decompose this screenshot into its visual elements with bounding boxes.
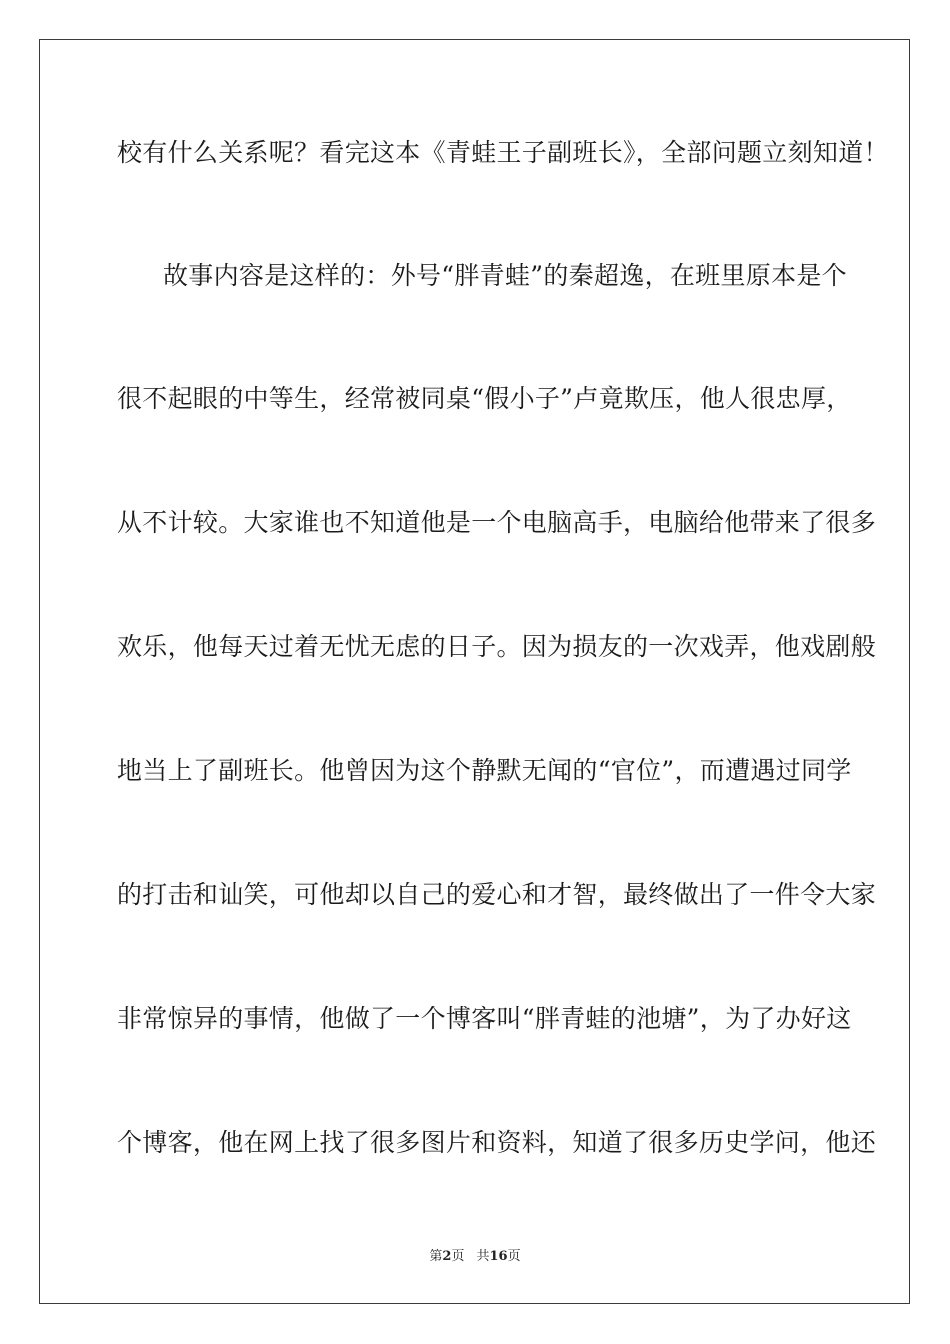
total-prefix: 共 <box>476 1249 490 1264</box>
paragraph-line-6: 地当上了副班长。他曾因为这个静默无闻的“官位”，而遭遇过同学 <box>117 756 852 785</box>
page-footer <box>0 1248 950 1266</box>
total-suffix: 页 <box>507 1249 521 1264</box>
paragraph-line-3: 很不起眼的中等生，经常被同桌“假小子”卢竟欺压，他人很忠厚， <box>117 384 852 413</box>
paragraph-line-2: 故事内容是这样的：外号“胖青蛙”的秦超逸，在班里原本是个 <box>163 261 847 290</box>
paragraph-line-1: 校有什么关系呢？看完这本《青蛙王子副班长》，全部问题立刻知道！ <box>117 138 889 167</box>
paragraph-line-5: 欢乐，他每天过着无忧无虑的日子。因为损友的一次戏弄，他戏剧般 <box>117 632 877 661</box>
paragraph-line-7: 的打击和讪笑，可他却以自己的爱心和才智，最终做出了一件令大家 <box>117 880 877 909</box>
page-suffix: 页 <box>451 1249 465 1264</box>
page-border <box>39 39 910 1304</box>
paragraph-line-4: 从不计较。大家谁也不知道他是一个电脑高手，电脑给他带来了很多 <box>117 508 877 537</box>
page-prefix: 第 <box>429 1249 443 1264</box>
page-number: 2 <box>442 1249 452 1264</box>
paragraph-line-8: 非常惊异的事情，他做了一个博客叫“胖青蛙的池塘”，为了办好这 <box>117 1004 852 1033</box>
paragraph-line-9: 个博客，他在网上找了很多图片和资料，知道了很多历史学问，他还 <box>117 1128 877 1157</box>
total-pages: 16 <box>489 1249 508 1264</box>
